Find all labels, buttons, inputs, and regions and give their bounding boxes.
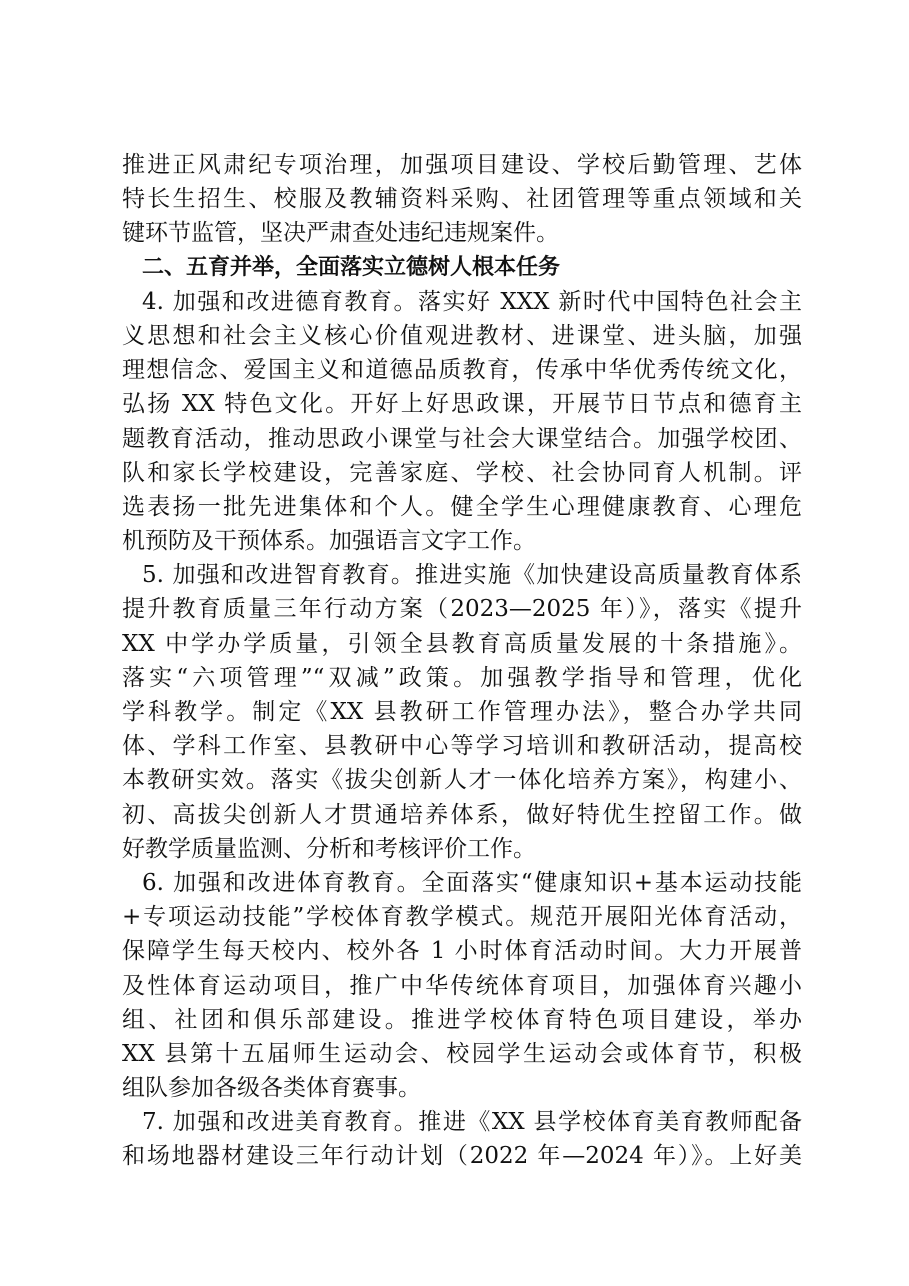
paragraph-line: 机预防及干预体系。加强语言文字工作。: [122, 528, 536, 555]
paragraph-line: 键环节监管，坚决严肃查处违纪违规案件。: [122, 220, 559, 247]
paragraph-line: XX 县第十五届师生运动会、校园学生运动会或体育节，积极: [122, 1040, 802, 1067]
paragraph-line: 4. 加强和改进德育教育。落实好 XXX 新时代中国特色社会主: [142, 288, 802, 315]
paragraph-line: 推进正风肃纪专项治理，加强项目建设、学校后勤管理、艺体: [122, 152, 802, 178]
paragraph-line: 及性体育运动项目，推广中华传统体育项目，加强体育兴趣小: [122, 972, 802, 999]
paragraph-line: 理想信念、爱国主义和道德品质教育，传承中华优秀传统文化，: [122, 357, 802, 384]
paragraph-line: 组队参加各级各类体育赛事。: [122, 1075, 421, 1102]
paragraph-line: 组、社团和俱乐部建设。推进学校体育特色项目建设，举办: [122, 1006, 802, 1033]
paragraph-line: XX 中学办学质量，引领全县教育高质量发展的十条措施》。: [122, 630, 802, 657]
paragraph-line: 学科教学。制定《XX 县教研工作管理办法》，整合办学共同: [122, 699, 802, 725]
paragraph-line: 保障学生每天校内、校外各 1 小时体育活动时间。大力开展普: [122, 938, 802, 965]
paragraph-line: 好教学质量监测、分析和考核评价工作。: [122, 835, 536, 862]
paragraph-line: 落实“六项管理”“双减”政策。加强教学指导和管理，优化: [122, 664, 802, 691]
paragraph-line: +专项运动技能”学校体育教学模式。规范开展阳光体育活动，: [122, 904, 802, 931]
section-heading: 二、五育并举，全面落实立德树人根本任务: [142, 254, 561, 280]
paragraph-line: 特长生招生、校服及教辅资料采购、社团管理等重点领域和关: [122, 186, 802, 213]
paragraph-line: 选表扬一批先进集体和个人。健全学生心理健康教育、心理危: [122, 493, 802, 520]
paragraph-line: 5. 加强和改进智育教育。推进实施《加快建设高质量教育体系: [142, 562, 802, 589]
paragraph-line: 和场地器材建设三年行动计划（2022 年—2024 年）》。上好美: [122, 1143, 802, 1170]
paragraph-line: 题教育活动，推动思政小课堂与社会大课堂结合。加强学校团、: [122, 425, 802, 452]
paragraph-line: 7. 加强和改进美育教育。推进《XX 县学校体育美育教师配备: [142, 1109, 802, 1136]
document-page: [122, 148, 802, 1174]
paragraph-line: 体、学科工作室、县教研中心等学习培训和教研活动，提高校: [122, 733, 802, 760]
paragraph-line: 弘扬 XX 特色文化。开好上好思政课，开展节日节点和德育主: [122, 391, 802, 418]
paragraph-line: 提升教育质量三年行动方案（2023—2025 年）》，落实《提升: [122, 596, 802, 623]
paragraph-line: 初、高拔尖创新人才贯通培养体系，做好特优生控留工作。做: [122, 801, 802, 828]
paragraph-line: 队和家长学校建设，完善家庭、学校、社会协同育人机制。评: [122, 459, 802, 486]
paragraph-line: 6. 加强和改进体育教育。全面落实“健康知识+基本运动技能: [142, 869, 802, 896]
paragraph-line: 义思想和社会主义核心价值观进教材、进课堂、进头脑，加强: [122, 322, 802, 349]
paragraph-line: 本教研实效。落实《拔尖创新人才一体化培养方案》，构建小、: [122, 767, 802, 794]
